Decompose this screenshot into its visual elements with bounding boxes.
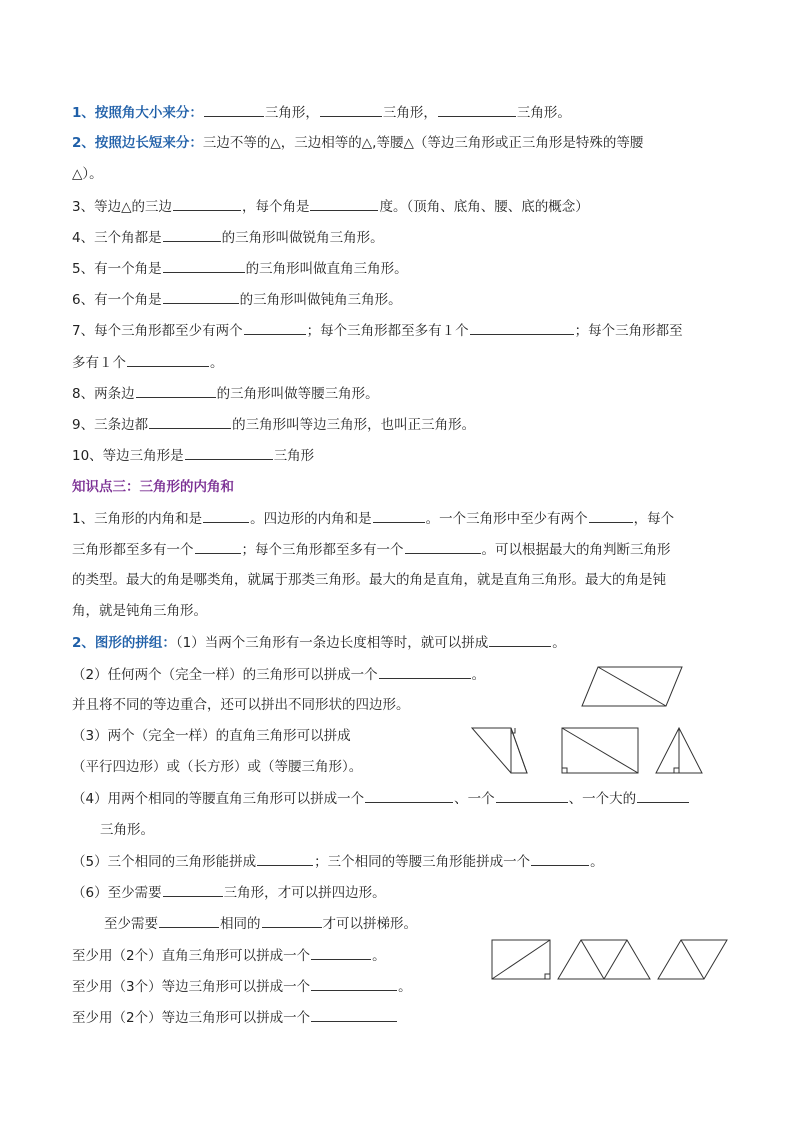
rectangle-diagonal	[562, 728, 638, 773]
blank[interactable]	[136, 384, 216, 398]
rectangle-diagonal	[492, 940, 550, 979]
text: 相同的	[220, 916, 261, 932]
line-3	[72, 197, 589, 216]
line-1	[72, 103, 571, 122]
text: 。	[590, 854, 604, 870]
q2-3b: （平行四边形）或（长方形）或（等腰三角形）。	[72, 759, 363, 775]
text: 的三角形叫做钝角三角形。	[239, 292, 402, 308]
blank[interactable]	[262, 914, 322, 928]
line-7b	[72, 353, 224, 372]
inner-edge	[581, 940, 604, 979]
text: 的三角形叫做等腰三角形。	[216, 386, 379, 402]
q2-2b: 并且将不同的等边重合，还可以拼出不同形状的四边形。	[72, 697, 410, 713]
line-2-label: 2、按照边长短来分：	[72, 135, 203, 151]
text: 至少需要	[104, 916, 158, 932]
blank[interactable]	[163, 228, 221, 242]
line-2b: △）。	[72, 166, 103, 182]
text: 。	[372, 948, 386, 964]
text: 。四边形的内角和是	[250, 511, 372, 527]
inner-edge	[681, 940, 704, 979]
text: 的三角形叫等边三角形，也叫正三角形。	[232, 417, 476, 433]
text: 三角形，	[264, 105, 319, 121]
blank[interactable]	[163, 290, 239, 304]
line-6	[72, 290, 402, 309]
text: 5、有一个角是	[72, 261, 162, 277]
text: 三角形都至多有一个	[72, 542, 194, 558]
line-7	[72, 321, 683, 340]
blank[interactable]	[204, 103, 264, 117]
blank[interactable]	[405, 540, 481, 554]
blank[interactable]	[311, 946, 371, 960]
section-heading: 知识点三：三角形的内角和	[72, 479, 234, 495]
blank[interactable]	[365, 789, 453, 803]
blank[interactable]	[438, 103, 516, 117]
right-triangle-b	[511, 728, 527, 773]
blank[interactable]	[257, 852, 313, 866]
text: 、一个大的	[568, 791, 637, 807]
text: 。一个三角形中至少有两个	[425, 511, 588, 527]
text: 6、有一个角是	[72, 292, 162, 308]
blank[interactable]	[310, 197, 378, 211]
q2-5	[72, 852, 604, 871]
blank[interactable]	[159, 914, 219, 928]
text: 三角形。	[516, 105, 571, 121]
blank[interactable]	[203, 509, 249, 523]
right-angle-mark	[562, 768, 567, 773]
text: 三角形，才可以拼四边形。	[223, 885, 386, 901]
inner-edge	[604, 940, 627, 979]
text: 多有１个	[72, 355, 126, 371]
blank[interactable]	[173, 197, 241, 211]
blank[interactable]	[195, 540, 241, 554]
para-4: 角，就是钝角三角形。	[72, 603, 207, 619]
q2-6b	[104, 914, 417, 933]
text: 。	[552, 635, 566, 651]
text: 。	[398, 979, 412, 995]
text: 至少用（3个）等边三角形可以拼成一个	[72, 979, 311, 995]
right-angle-mark	[674, 768, 679, 773]
blank[interactable]	[163, 259, 245, 273]
right-angle-mark	[545, 974, 550, 979]
text: ，每个	[633, 511, 675, 527]
text: 。可以根据最大的角判断三角形	[481, 542, 671, 558]
text: 。	[210, 355, 224, 371]
line-1-label: 1、按照角大小来分：	[72, 105, 203, 121]
blank[interactable]	[149, 415, 231, 429]
text: 至少用（2个）直角三角形可以拼成一个	[72, 948, 311, 964]
blank[interactable]	[531, 852, 589, 866]
line-4	[72, 228, 384, 247]
q2-4b: 三角形。	[100, 822, 154, 838]
text: 、一个	[454, 791, 495, 807]
blank[interactable]	[489, 633, 551, 647]
min-1	[72, 946, 386, 965]
text: 三角形，	[382, 105, 437, 121]
composed-shapes-figure	[470, 726, 710, 776]
q2-6	[72, 883, 386, 902]
q2-1	[72, 633, 566, 652]
text: ；每个三角形都至多有１个	[306, 323, 469, 339]
para-1	[72, 509, 674, 528]
min-2	[72, 977, 412, 996]
blank[interactable]	[185, 446, 273, 460]
text: 三边不等的△，三边相等的△,等腰△（等边三角形或正三角形是特殊的等腰	[202, 135, 644, 151]
blank[interactable]	[496, 789, 568, 803]
text: （1）当两个三角形有一条边长度相等时，就可以拼成	[175, 635, 489, 651]
blank[interactable]	[373, 509, 425, 523]
q2-label: 2、图形的拼组：	[72, 635, 176, 651]
line-2	[72, 134, 643, 152]
text: （6）至少需要	[72, 885, 162, 901]
blank[interactable]	[320, 103, 382, 117]
blank[interactable]	[379, 665, 471, 679]
text: 1、三角形的内角和是	[72, 511, 203, 527]
min-shapes-figure	[490, 938, 730, 982]
text: 7、每个三角形都至少有两个	[72, 323, 243, 339]
min-3	[72, 1008, 398, 1027]
text: ；三个相同的等腰三角形能拼成一个	[314, 854, 531, 870]
diagonal-line	[598, 667, 666, 706]
para-3: 的类型。最大的角是哪类角，就属于那类三角形。最大的角是直角，就是直角三角形。最大的角是钝	[72, 572, 666, 588]
line-8	[72, 384, 379, 403]
q2-3: （3）两个（完全一样）的直角三角形可以拼成	[72, 728, 351, 744]
text: ，每个角是	[241, 199, 310, 215]
blank[interactable]	[311, 1008, 397, 1022]
text: 3、等边△的三边	[72, 199, 172, 215]
blank[interactable]	[244, 321, 306, 335]
blank[interactable]	[470, 321, 574, 335]
text: ；每个三角形都至	[574, 323, 683, 339]
q2-4	[72, 789, 690, 808]
line-10	[72, 446, 314, 465]
text: （2）任何两个（完全一样）的三角形可以拼成一个	[72, 667, 378, 683]
text: 8、两条边	[72, 386, 135, 402]
text: 。	[471, 667, 486, 683]
trapezoid-shape	[558, 940, 650, 979]
para-2	[72, 540, 671, 559]
text: 的三角形叫做直角三角形。	[245, 261, 408, 277]
text: 度。（顶角、底角、腰、底的概念）	[379, 199, 589, 215]
text: （5）三个相同的三角形能拼成	[72, 854, 257, 870]
text: 才可以拼梯形。	[322, 916, 417, 932]
line-9	[72, 415, 475, 434]
text: 4、三个角都是	[72, 230, 162, 246]
text: 9、三条边都	[72, 417, 149, 433]
text: ；每个三角形都至多有一个	[241, 542, 404, 558]
blank[interactable]	[637, 789, 689, 803]
parallelogram-figure	[580, 666, 684, 708]
text: 10、等边三角形是	[72, 448, 184, 464]
q2-2	[72, 665, 485, 684]
text: 三角形	[273, 448, 315, 464]
text: 至少用（2个）等边三角形可以拼成一个	[72, 1010, 311, 1026]
text: 的三角形叫做锐角三角形。	[221, 230, 384, 246]
blank[interactable]	[589, 509, 633, 523]
text: （4）用两个相同的等腰直角三角形可以拼成一个	[72, 791, 365, 807]
line-5	[72, 259, 408, 278]
blank[interactable]	[311, 977, 397, 991]
blank[interactable]	[163, 883, 223, 897]
blank[interactable]	[127, 353, 209, 367]
